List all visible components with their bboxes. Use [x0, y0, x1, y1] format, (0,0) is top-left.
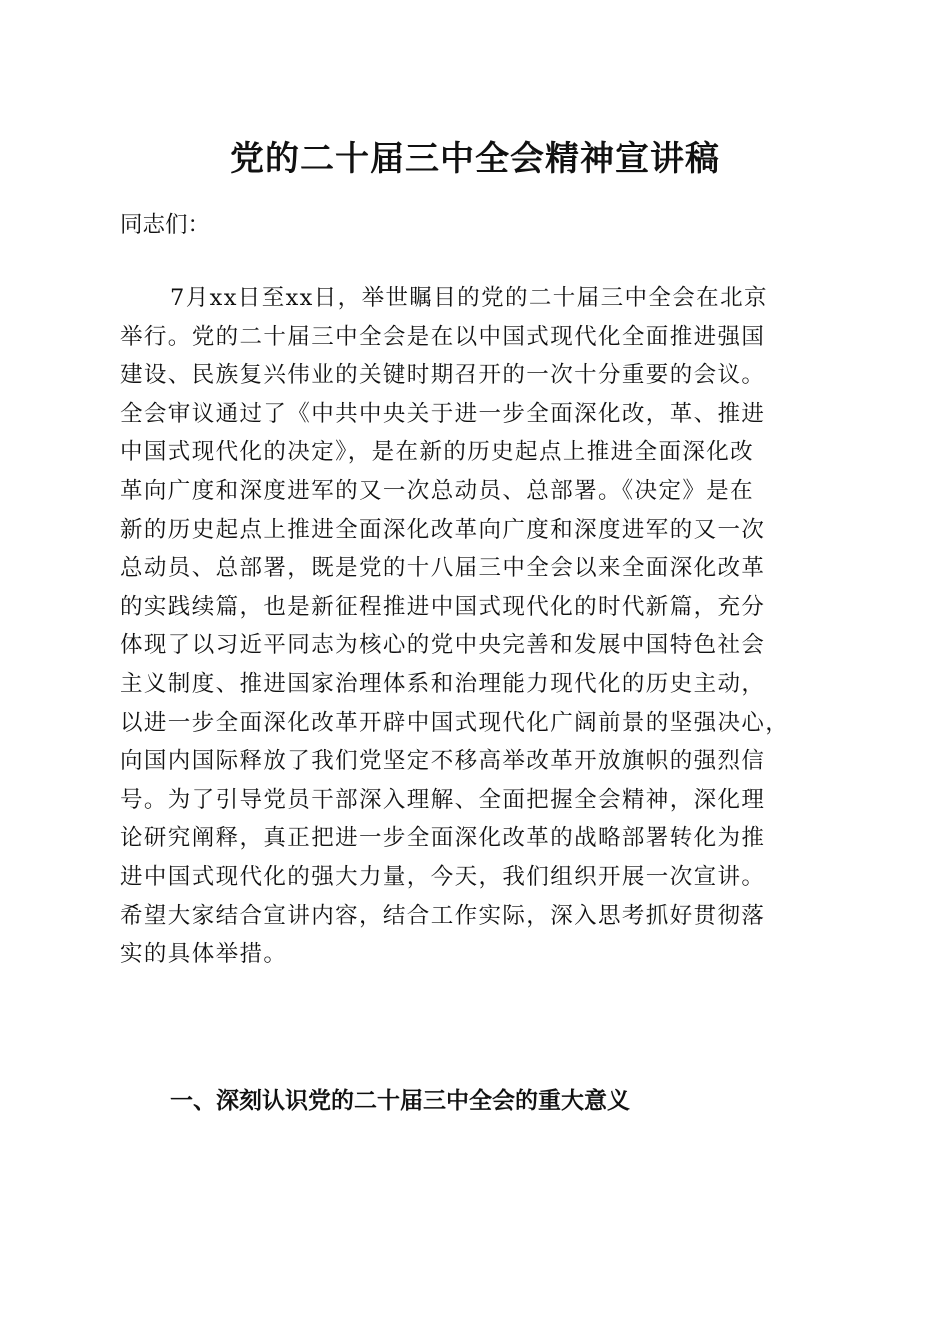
- paragraph-line: 全会审议通过了《中共中央关于进一步全面深化改，革、推进: [120, 400, 766, 427]
- paragraph-line: 革向广度和深度进军的又一次总动员、总部署。《决定》是在: [120, 477, 755, 504]
- paragraph-line: 号。为了引导党员干部深入理解、全面把握全会精神，深化理: [120, 786, 766, 813]
- paragraph-line: 中国式现代化的决定》，是在新的历史起点上推进全面深化改: [120, 439, 755, 466]
- body-paragraph: [120, 279, 830, 974]
- paragraph-line: 的实践续篇，也是新征程推进中国式现代化的时代新篇，充分: [120, 593, 766, 620]
- paragraph-line: 新的历史起点上推进全面深化改革向广度和深度进军的又一次: [120, 516, 766, 543]
- paragraph-line: 论研究阐释，真正把进一步全面深化改革的战略部署转化为推: [120, 825, 766, 852]
- paragraph-line: 向国内国际释放了我们党坚定不移高举改革开放旗帜的强烈信: [120, 748, 766, 775]
- paragraph-line: 体现了以习近平同志为核心的党中央完善和发展中国特色社会: [120, 632, 766, 659]
- paragraph-line: 7月xx日至xx日，举世瞩目的党的二十届三中全会在北京: [170, 285, 768, 311]
- paragraph-line: 建设、民族复兴伟业的关键时期召开的一次十分重要的会议。: [120, 362, 766, 389]
- paragraph-line: 进中国式现代化的强大力量，今天，我们组织开展一次宣讲。: [120, 863, 766, 890]
- paragraph-line: 希望大家结合宣讲内容，结合工作实际，深入思考抓好贯彻落: [120, 902, 766, 929]
- document-title: 党的二十届三中全会精神宣讲稿: [230, 139, 720, 179]
- paragraph-line: 实的具体举措。: [120, 941, 288, 968]
- salutation: 同志们：: [120, 212, 211, 238]
- section-heading: 一、深刻认识党的二十届三中全会的重大意义: [170, 1088, 630, 1114]
- paragraph-line: 总动员、总部署，既是党的十八届三中全会以来全面深化改革: [120, 555, 766, 582]
- paragraph-line: 以进一步全面深化改革开辟中国式现代化广阔前景的坚强决心，: [120, 709, 790, 736]
- paragraph-line: 举行。党的二十届三中全会是在以中国式现代化全面推进强国: [120, 323, 766, 350]
- paragraph-line: 主义制度、推进国家治理体系和治理能力现代化的历史主动，: [120, 670, 766, 697]
